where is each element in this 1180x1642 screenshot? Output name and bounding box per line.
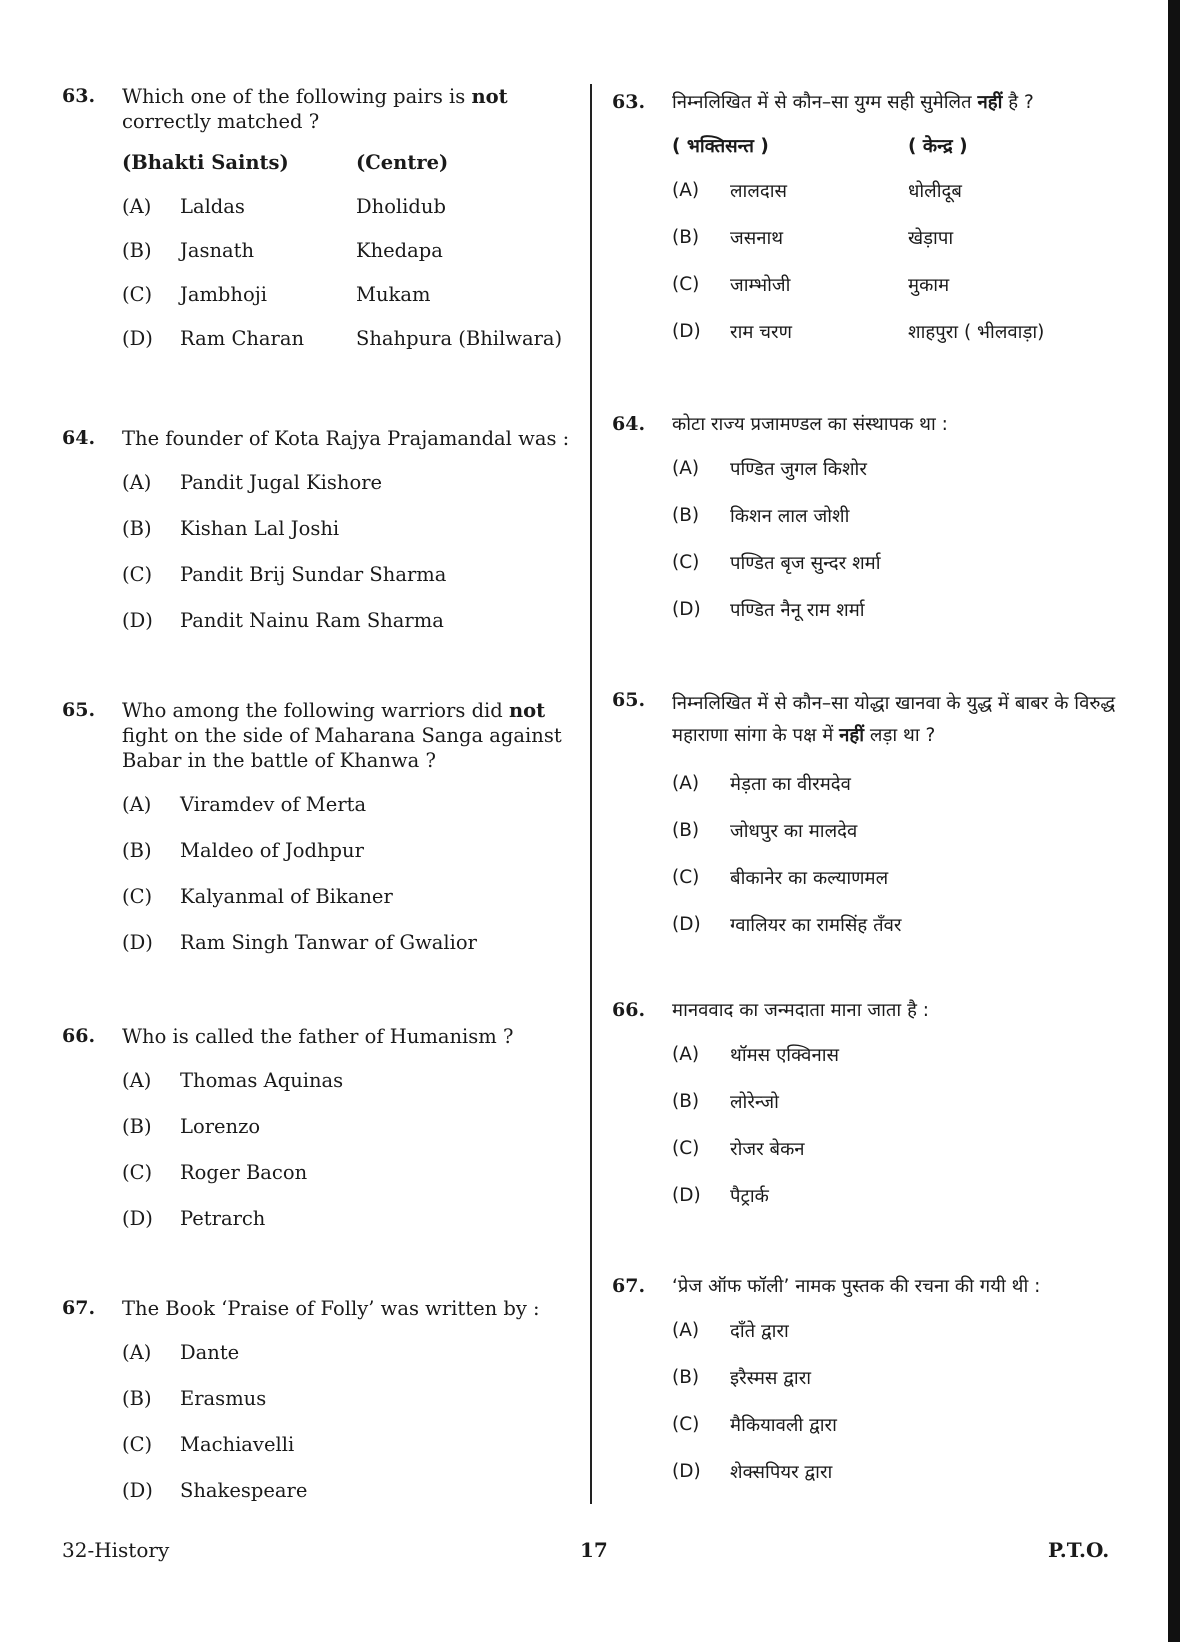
option-a: (A) Viramdev of Merta [122,792,367,816]
match-row: (D) राम चरण शाहपुरा ( भीलवाड़ा) [672,321,1045,343]
options-list [122,1057,582,1241]
option-a: (A) दाँते द्वारा [672,1320,789,1342]
scan-edge-bar [1168,0,1180,1642]
question-66-hi [612,998,1132,1219]
option-c: (C) Pandit Brij Sundar Sharma [122,562,447,586]
option-a: (A) Pandit Jugal Kishore [122,470,383,494]
options-list [672,1307,1132,1495]
option-d: (D) पण्डित नैनू राम शर्मा [672,599,865,621]
question-66-en [62,1024,582,1241]
option-b: (B) इरैस्मस द्वारा [672,1367,812,1389]
options-list [672,760,1132,948]
option-b: (B) Lorenzo [122,1114,261,1138]
match-table-header: (Bhakti Saints) (Centre) [122,150,449,174]
match-table-header: ( भक्तिसन्त ) ( केन्द्र ) [672,135,968,157]
question-text: The founder of Kota Rajya Prajamandal was : [122,427,570,450]
question-text: Which one of the following pairs is not correctly matched ? [122,85,508,133]
option-c: (C) मैकियावली द्वारा [672,1414,837,1436]
match-row: (A) लालदास धोलीदूब [672,180,962,202]
option-d: (D) शेक्सपियर द्वारा [672,1461,833,1483]
question-text: निम्नलिखित में से कौन–सा युग्म सही सुमेलित नहीं है ? [672,92,1034,113]
question-number: 65. [62,699,96,721]
option-c: (C) Roger Bacon [122,1160,308,1184]
option-a: (A) Dante [122,1340,240,1364]
options-list [672,1031,1132,1219]
footer-page-number: 17 [580,1538,608,1562]
match-row: (A) Laldas Dholidub [122,194,446,218]
question-number: 65. [612,689,646,711]
question-64-hi [612,412,1132,633]
options-list [672,445,1132,633]
option-a: (A) Thomas Aquinas [122,1068,344,1092]
question-text: कोटा राज्य प्रजामण्डल का संस्थापक था : [672,414,948,435]
question-67-hi [612,1274,1132,1495]
footer-pto: P.T.O. [1048,1538,1110,1562]
options-list [122,459,582,643]
option-b: (B) लोरेन्जो [672,1091,779,1113]
question-63-hi [612,90,1132,355]
match-row: (D) Ram Charan Shahpura (Bhilwara) [122,326,563,350]
match-row: (C) जाम्भोजी मुकाम [672,274,950,296]
question-number: 64. [612,413,646,435]
question-text: Who is called the father of Humanism ? [122,1025,514,1048]
match-table [672,123,1132,355]
option-a: (A) मेड़ता का वीरमदेव [672,773,851,795]
question-number: 67. [62,1297,96,1319]
footer-paper-code: 32-History [62,1538,170,1562]
option-b: (B) किशन लाल जोशी [672,505,850,527]
question-65-en [62,698,582,965]
option-a: (A) थॉमस एक्विनास [672,1044,840,1066]
option-b: (B) जोधपुर का मालदेव [672,820,858,842]
options-list [122,1329,582,1513]
question-65-hi [612,688,1132,948]
question-text: ‘प्रेज ऑफ फॉली’ नामक पुस्तक की रचना की गयी थी : [672,1276,1041,1297]
question-number: 63. [612,91,646,113]
option-c: (C) बीकानेर का कल्याणमल [672,867,889,889]
option-c: (C) रोजर बेकन [672,1138,805,1160]
question-text: Who among the following warriors did not fight on the side of Maharana Sanga against Babar in the battle of Khanwa ? [122,699,562,772]
option-d: (D) पैट्रार्क [672,1185,769,1207]
question-text: The Book ‘Praise of Folly’ was written by : [122,1297,540,1320]
question-63-en [62,84,582,360]
options-list [122,781,582,965]
option-c: (C) Machiavelli [122,1432,295,1456]
option-d: (D) Ram Singh Tanwar of Gwalior [122,930,477,954]
option-a: (A) पण्डित जुगल किशोर [672,458,867,480]
option-c: (C) Kalyanmal of Bikaner [122,884,393,908]
option-c: (C) पण्डित बृज सुन्दर शर्मा [672,552,881,574]
match-row: (B) जसनाथ खेड़ापा [672,227,954,249]
option-d: (D) Petrarch [122,1206,266,1230]
question-number: 67. [612,1275,646,1297]
question-text: निम्नलिखित में से कौन–सा योद्धा खानवा के युद्ध में बाबर के विरुद्ध महाराणा सांगा के पक्ष में नहीं लड़ा था ? [672,693,1116,746]
question-number: 66. [612,999,646,1021]
option-b: (B) Maldeo of Jodhpur [122,838,364,862]
question-number: 64. [62,427,96,449]
match-row: (B) Jasnath Khedapa [122,238,443,262]
question-number: 63. [62,85,96,107]
question-text: मानववाद का जन्मदाता माना जाता है : [672,1000,930,1021]
option-d: (D) Shakespeare [122,1478,308,1502]
question-64-en [62,426,582,643]
option-b: (B) Kishan Lal Joshi [122,516,340,540]
question-67-en [62,1296,582,1513]
question-number: 66. [62,1025,96,1047]
option-d: (D) Pandit Nainu Ram Sharma [122,608,444,632]
match-table [122,140,582,360]
option-d: (D) ग्वालियर का रामसिंह तँवर [672,914,902,936]
match-row: (C) Jambhoji Mukam [122,282,431,306]
option-b: (B) Erasmus [122,1386,267,1410]
column-divider [590,84,592,1504]
